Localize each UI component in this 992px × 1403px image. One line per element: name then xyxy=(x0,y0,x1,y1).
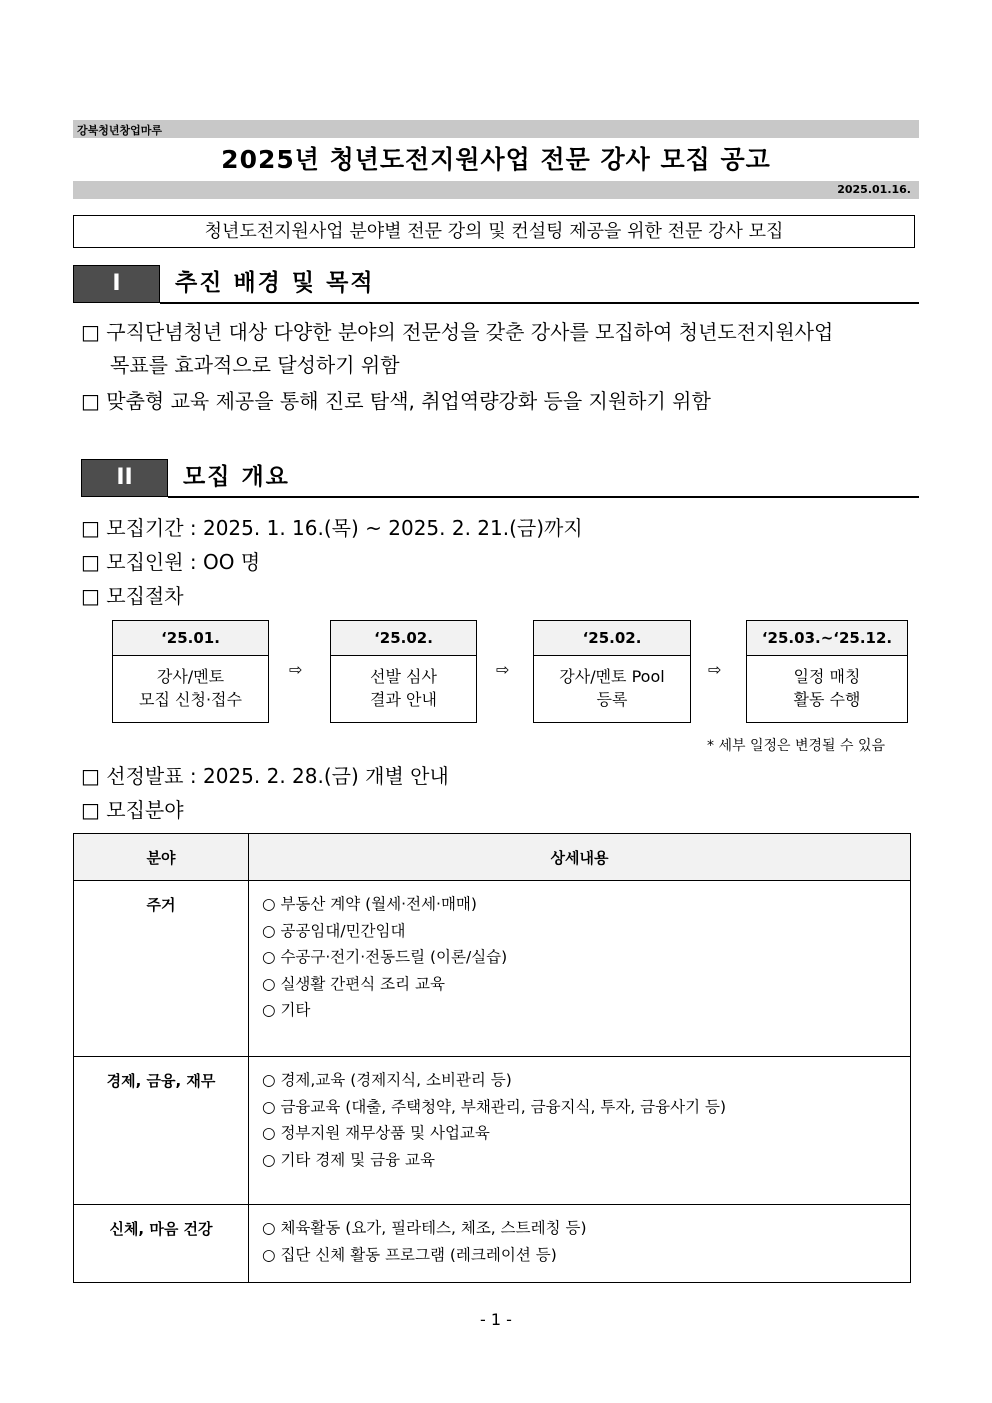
field-detail-item: ○ 기타 xyxy=(262,1001,311,1019)
field-detail-item: ○ 체육활동 (요가, 필라테스, 체조, 스트레칭 등) xyxy=(262,1219,587,1237)
recruit-procedure-label: □ 모집절차 xyxy=(81,584,184,608)
flow-step-date: ‘25.02. xyxy=(534,621,690,656)
field-detail-item: ○ 경제,교육 (경제지식, 소비관리 등) xyxy=(262,1071,512,1089)
purpose-item-1: □ 구직단념청년 대상 다양한 분야의 전문성을 갖춘 강사를 모집하여 청년도전지원사업 xyxy=(81,320,834,344)
table-header-details: 상세내용 xyxy=(249,834,911,881)
section-2-rule xyxy=(168,496,919,498)
table-row xyxy=(74,1205,911,1283)
flow-step-3 xyxy=(533,620,691,723)
field-detail-item: ○ 부동산 계약 (월세·전세·매매) xyxy=(262,895,477,913)
section-2-title: 모집 개요 xyxy=(183,464,290,490)
section-1-number: I xyxy=(73,265,160,303)
field-detail-item: ○ 실생활 간편식 조리 교육 xyxy=(262,974,445,993)
org-name: 강북청년창업마루 xyxy=(77,124,163,137)
field-detail-item: ○ 금융교육 (대출, 주택청약, 부채관리, 금융지식, 투자, 금융사기 등) xyxy=(262,1097,726,1116)
page-number: - 1 - xyxy=(480,1310,512,1329)
field-details xyxy=(249,1057,911,1205)
flow-step-line: 선발 심사 xyxy=(370,667,437,686)
section-1-rule xyxy=(160,302,919,304)
flow-step-date: ‘25.02. xyxy=(331,621,476,656)
field-category: 경제, 금융, 재무 xyxy=(74,1057,249,1205)
org-bar xyxy=(73,120,919,138)
recruit-headcount: □ 모집인원 : OO 명 xyxy=(81,550,261,574)
flow-step-line: 결과 안내 xyxy=(370,690,437,709)
flow-step-line: 등록 xyxy=(596,690,628,709)
field-details xyxy=(249,881,911,1057)
field-category: 신체, 마음 건강 xyxy=(74,1205,249,1283)
table-row xyxy=(74,1057,911,1205)
field-detail-item: ○ 수공구·전기·전동드릴 (이론/실습) xyxy=(262,948,508,966)
purpose-item-1-cont: 목표를 효과적으로 달성하기 위함 xyxy=(110,353,400,377)
field-detail-item: ○ 정부지원 재무상품 및 사업교육 xyxy=(262,1124,490,1142)
selection-announce: □ 선정발표 : 2025. 2. 28.(금) 개별 안내 xyxy=(81,764,449,788)
flow-step-date: ‘25.01. xyxy=(113,621,268,656)
page-title: 2025년 청년도전지원사업 전문 강사 모집 공고 xyxy=(221,145,771,174)
field-details xyxy=(249,1205,911,1283)
flow-step-line: 강사/멘토 Pool xyxy=(559,667,665,686)
table-header-category: 분야 xyxy=(74,834,249,881)
section-2-number: II xyxy=(81,459,168,497)
flow-step-line: 활동 수행 xyxy=(793,690,861,709)
flow-step-1 xyxy=(112,620,269,723)
flow-step-line: 모집 신청·접수 xyxy=(139,690,242,709)
flow-arrow-icon: ⇨ xyxy=(289,660,303,679)
field-category: 주거 xyxy=(74,881,249,1057)
section-1-heading xyxy=(73,265,919,303)
date-bar xyxy=(73,181,919,199)
table-row xyxy=(74,881,911,1057)
flow-step-line: 강사/멘토 xyxy=(156,667,225,686)
flow-step-date: ‘25.03.~‘25.12. xyxy=(747,621,907,656)
schedule-note: * 세부 일정은 변경될 수 있음 xyxy=(707,738,886,754)
subtitle-box: 청년도전지원사업 분야별 전문 강의 및 컨설팅 제공을 위한 전문 강사 모집 xyxy=(73,215,915,248)
table-header-row xyxy=(74,834,911,881)
flow-arrow-icon: ⇨ xyxy=(496,660,510,679)
flow-step-4 xyxy=(746,620,908,723)
flow-arrow-icon: ⇨ xyxy=(708,660,722,679)
field-detail-item: ○ 기타 경제 및 금융 교육 xyxy=(262,1150,435,1169)
fields-table xyxy=(73,833,911,1283)
announce-date: 2025.01.16. xyxy=(837,183,911,196)
field-detail-item: ○ 집단 신체 활동 프로그램 (레크레이션 등) xyxy=(262,1245,557,1264)
field-detail-item: ○ 공공임대/민간임대 xyxy=(262,921,406,940)
flow-step-line: 일정 매칭 xyxy=(793,667,861,686)
section-2-heading xyxy=(81,459,919,497)
purpose-item-2: □ 맞춤형 교육 제공을 통해 진로 탐색, 취업역량강화 등을 지원하기 위함 xyxy=(81,389,711,413)
section-1-title: 추진 배경 및 목적 xyxy=(175,270,375,296)
recruit-fields-label: □ 모집분야 xyxy=(81,798,184,822)
flow-step-2 xyxy=(330,620,477,723)
recruit-period: □ 모집기간 : 2025. 1. 16.(목) ~ 2025. 2. 21.(금)까지 xyxy=(81,516,583,540)
